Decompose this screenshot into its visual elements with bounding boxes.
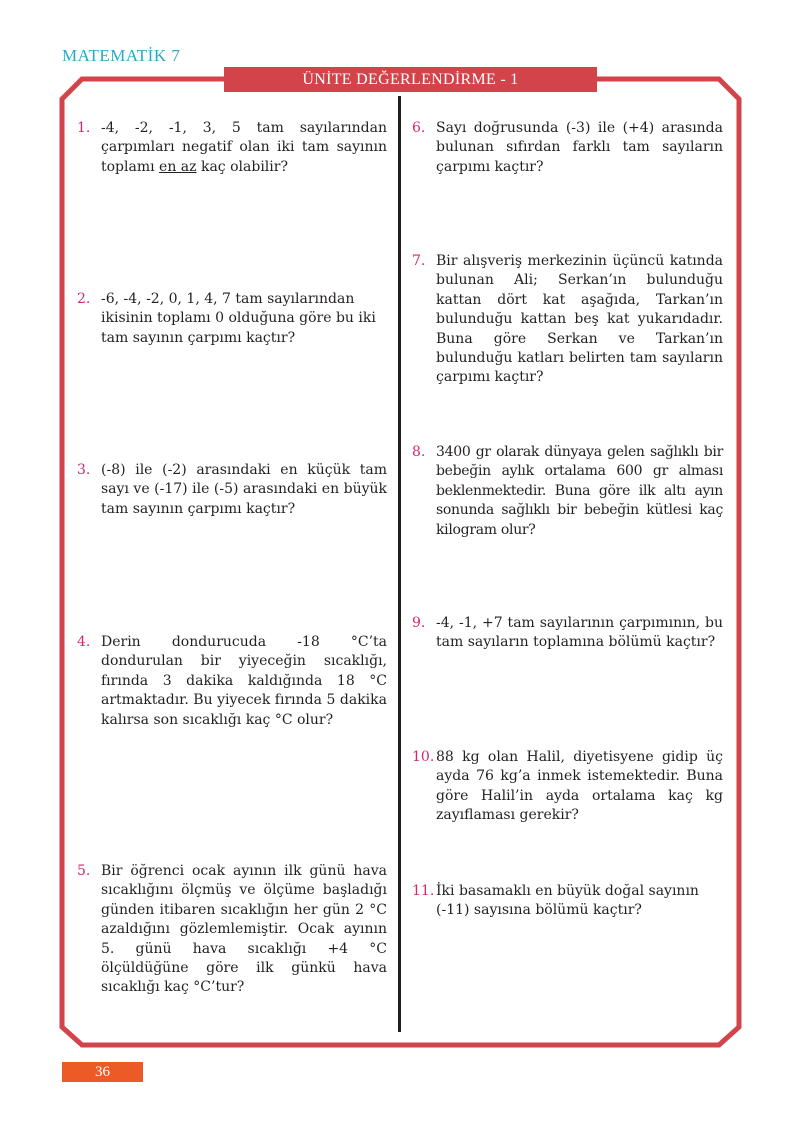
question-1	[77, 119, 387, 177]
question-text: 3400 gr olarak dünyaya gelen sağlıklı bir bebeğin aylık ortalama 600 gr alması beklenmektedir. Buna göre ilk altı ayın sonunda sağlıklı bir bebeğin kütlesi kaç kilogram olur?	[436, 444, 723, 538]
question-number: 7.	[412, 253, 426, 269]
question-number: 5.	[77, 863, 91, 879]
unit-evaluation-banner: ÜNİTE DEĞERLENDİRME - 1	[224, 67, 597, 92]
question-6	[412, 119, 723, 177]
question-number: 9.	[412, 615, 426, 631]
question-4	[77, 633, 387, 730]
question-text: -4, -2, -1, 3, 5 tam sayılarından çarpımları negatif olan iki tam sayının toplamı en az kaç olabilir?	[101, 120, 387, 175]
question-3	[77, 461, 387, 519]
question-number: 2.	[77, 291, 91, 307]
question-text: Bir öğrenci ocak ayının ilk günü hava sıcaklığını ölçmüş ve ölçüme başladığı günden itibaren sıcaklığın her gün 2 °C azaldığını gözlemlemiştir. Ocak ayının 5. günü hava sıcaklığı +4 °C ölçüldüğüne göre ilk günkü hava sıcaklığı kaç °C’tur?	[101, 863, 387, 996]
question-text: Sayı doğrusunda (-3) ile (+4) arasında bulunan sıfırdan farklı tam sayıların çarpımı kaçtır?	[436, 120, 723, 175]
column-divider	[398, 96, 401, 1032]
question-text: -6, -4, -2, 0, 1, 4, 7 tam sayılarından ikisinin toplamı 0 olduğuna göre bu iki tam sayının çarpımı kaçtır?	[101, 291, 376, 346]
question-text: (-8) ile (-2) arasındaki en küçük tam sayı ve (-17) ile (-5) arasındaki en büyük tam sayının çarpımı kaçtır?	[101, 462, 387, 517]
underlined-phrase: en az	[159, 158, 197, 175]
question-text: Bir alışveriş merkezinin üçüncü katında bulunan Ali; Serkan’ın bulunduğu kattan dört kat aşağıda, Tarkan’ın bulunduğu kattan beş kat yukarıdadır. Buna göre Serkan ve Tarkan’ın bulunduğu katları belirten tam sayıların çarpımı kaçtır?	[436, 253, 723, 386]
question-number: 4.	[77, 634, 91, 650]
question-number: 10.	[412, 749, 435, 765]
book-title: MATEMATİK 7	[62, 46, 181, 65]
question-number: 3.	[77, 462, 91, 478]
question-text: 88 kg olan Halil, diyetisyene gidip üç ayda 76 kg’a inmek istemektedir. Buna göre Halil’in ayda ortalama kaç kg zayıflaması gerekir?	[436, 749, 723, 824]
question-11	[412, 882, 723, 921]
question-7	[412, 252, 723, 388]
question-9	[412, 614, 723, 653]
question-8	[412, 443, 723, 540]
question-10	[412, 748, 723, 826]
question-number: 8.	[412, 444, 426, 460]
question-2	[77, 290, 387, 348]
question-text: Derin dondurucuda -18 °C’ta dondurulan bir yiyeceğin sıcaklığı, fırında 3 dakika kaldığında 18 °C artmaktadır. Bu yiyecek fırında 5 dakika kalırsa son sıcaklığı kaç °C olur?	[101, 634, 387, 728]
question-text: -4, -1, +7 tam sayılarının çarpımının, bu tam sayıların toplamına bölümü kaçtır?	[436, 615, 723, 651]
question-text: İki basamaklı en büyük doğal sayının (-11) sayısına bölümü kaçtır?	[436, 883, 699, 919]
question-number: 6.	[412, 120, 426, 136]
question-number: 11.	[412, 883, 435, 899]
question-5	[77, 862, 387, 998]
page-number-badge: 36	[62, 1062, 143, 1082]
question-number: 1.	[77, 120, 91, 136]
